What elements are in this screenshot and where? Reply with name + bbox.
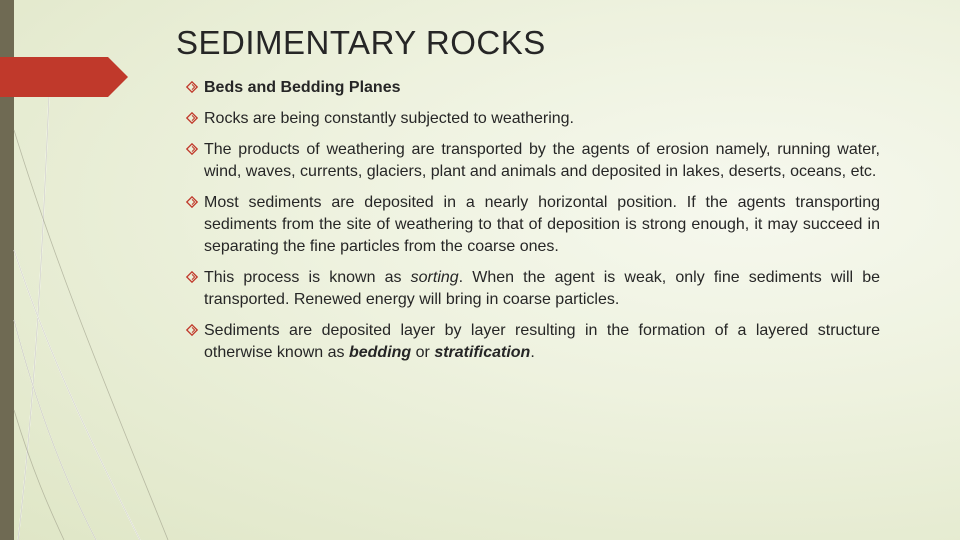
- bullet-text-before: This process is known as: [204, 269, 411, 286]
- bullet-item: [186, 139, 880, 183]
- bullet-text-before: Sediments are deposited layer by layer resulting in the formation of a layered structure otherwise known as: [204, 322, 880, 361]
- term-stratification: stratification: [434, 344, 531, 361]
- bullet-text-mid: or: [411, 344, 435, 361]
- bullet-item: [186, 267, 880, 311]
- bullet-text: Rocks are being constantly subjected to weathering.: [204, 110, 574, 127]
- bullet-text: Most sediments are deposited in a nearly horizontal position. If the agents transporting sediments from the site of weathering to that of deposition is strong enough, it may succeed in separating the fine particles from the coarse ones.: [204, 194, 880, 255]
- bullet-item: [186, 192, 880, 258]
- bullet-text-after: . When the agent is weak, only fine sediments will be transported. Renewed energy will bring in coarse particles.: [204, 269, 880, 308]
- bullet-text: The products of weathering are transported by the agents of erosion namely, running water, wind, waves, currents, glaciers, plant and animals and deposited in lakes, deserts, oceans, etc.: [204, 141, 880, 180]
- diamond-outline-icon: [186, 143, 198, 155]
- term-bedding: bedding: [348, 344, 412, 361]
- diamond-outline-icon: [186, 112, 198, 124]
- term-sorting: sorting: [410, 269, 459, 286]
- bullet-text: Beds and Bedding Planes: [204, 79, 401, 96]
- diamond-outline-icon: [186, 81, 198, 93]
- diamond-outline-icon: [186, 324, 198, 336]
- slide-title: SEDIMENTARY ROCKS: [176, 24, 546, 61]
- title-accent-arrow: [0, 57, 128, 97]
- diamond-outline-icon: [186, 271, 198, 283]
- bullet-item: [186, 108, 880, 130]
- bullet-text-end: .: [530, 344, 535, 361]
- diamond-outline-icon: [186, 196, 198, 208]
- bullet-item: [186, 320, 880, 364]
- bullet-item: [186, 77, 880, 99]
- bullet-list: [186, 77, 880, 373]
